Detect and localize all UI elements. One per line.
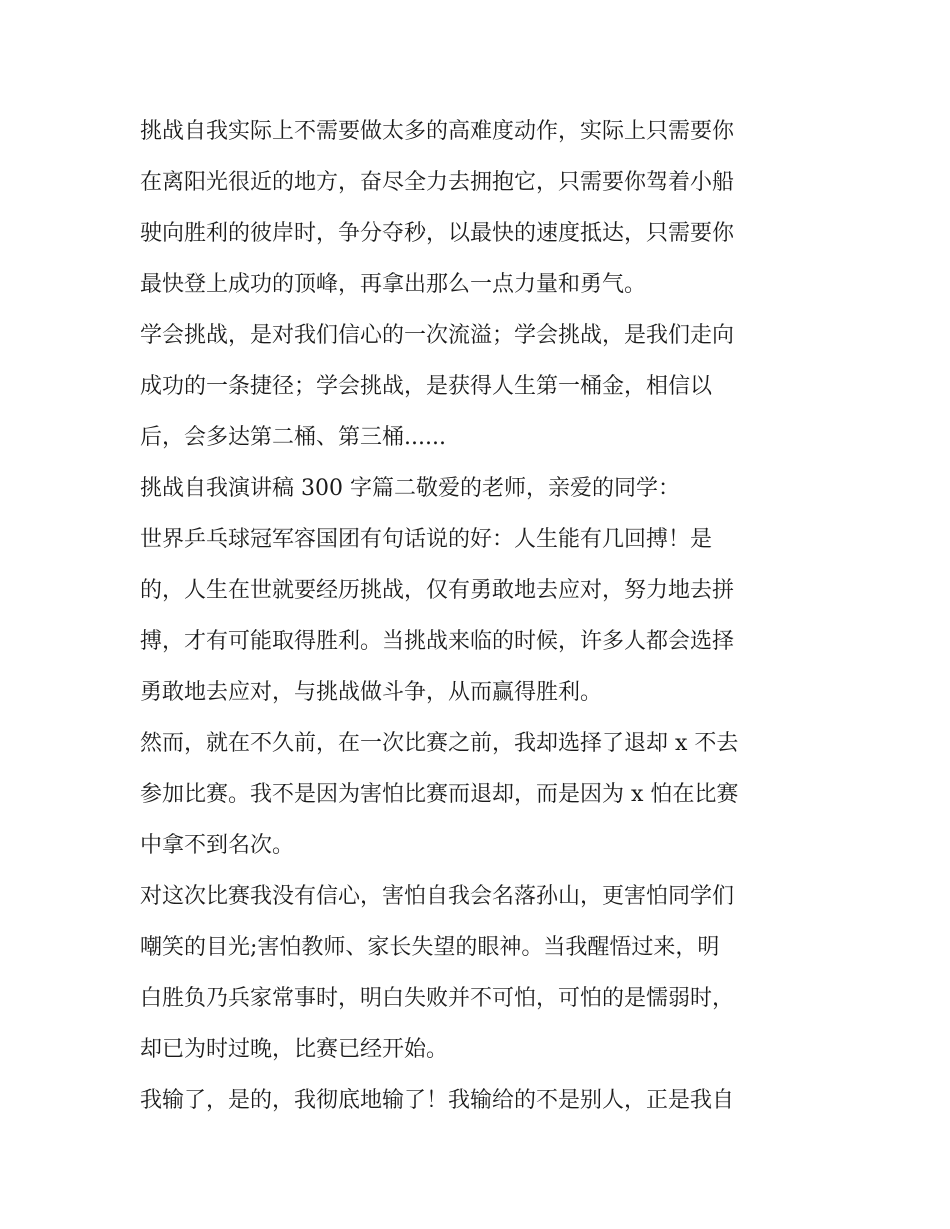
text-line: 中拿不到名次。	[140, 833, 295, 858]
document-body	[140, 106, 820, 1126]
text-line: 参加比赛。我不是因为害怕比赛而退却，而是因为 x 怕在比赛	[140, 782, 739, 807]
text-line: 挑战自我演讲稿 300 字篇二敬爱的老师，亲爱的同学：	[140, 476, 680, 501]
text-line: 嘲笑的目光;害怕教师、家长失望的眼神。当我醒悟过来，明	[140, 935, 720, 960]
text-line: 勇敢地去应对，与挑战做斗争，从而赢得胜利。	[140, 680, 603, 705]
paragraph-2	[140, 310, 820, 463]
text-line: 我输了，是的，我彻底地输了！我输给的不是别人，正是我自	[140, 1088, 735, 1113]
paragraph-5	[140, 871, 820, 1075]
text-line: 搏，才有可能取得胜利。当挑战来临的时候，许多人都会选择	[140, 629, 735, 654]
paragraph-3	[140, 514, 820, 718]
text-line: 对这次比赛我没有信心，害怕自我会名落孙山，更害怕同学们	[140, 884, 735, 909]
text-line: 驶向胜利的彼岸时，争分夺秒，以最快的速度抵达，只需要你	[140, 221, 735, 246]
text-line: 却已为时过晚，比赛已经开始。	[140, 1037, 449, 1062]
text-line: 然而，就在不久前，在一次比赛之前，我却选择了退却 x 不去	[140, 731, 739, 756]
text-line: 的，人生在世就要经历挑战，仅有勇敢地去应对，努力地去拼	[140, 578, 735, 603]
text-line: 后，会多达第二桶、第三桶......	[140, 425, 446, 450]
paragraph-1	[140, 106, 820, 310]
paragraph-4	[140, 718, 820, 871]
text-line: 挑战自我实际上不需要做太多的高难度动作，实际上只需要你	[140, 119, 735, 144]
text-line: 最快登上成功的顶峰，再拿出那么一点力量和勇气。	[140, 272, 647, 297]
text-line: 学会挑战，是对我们信心的一次流溢；学会挑战，是我们走向	[140, 323, 735, 348]
text-line: 成功的一条捷径；学会挑战，是获得人生第一桶金，相信以	[140, 374, 713, 399]
text-line: 世界乒乓球冠军容国团有句话说的好：人生能有几回搏！是	[140, 527, 713, 552]
section-heading	[140, 463, 820, 514]
paragraph-6	[140, 1075, 820, 1126]
text-line: 在离阳光很近的地方，奋尽全力去拥抱它，只需要你驾着小船	[140, 170, 735, 195]
text-line: 白胜负乃兵家常事时，明白失败并不可怕，可怕的是懦弱时，	[140, 986, 735, 1011]
